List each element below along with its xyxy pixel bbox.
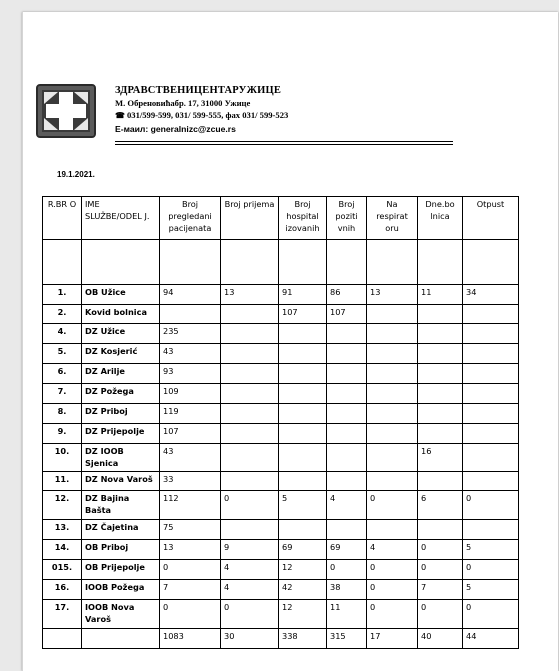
service-name: DZ Arilje bbox=[82, 364, 160, 384]
row-number: 13. bbox=[43, 520, 82, 540]
value-cell bbox=[221, 520, 279, 540]
row-number: 015. bbox=[43, 560, 82, 580]
table-row bbox=[43, 324, 519, 344]
col-header: Broj hospital izovanih bbox=[279, 197, 327, 240]
org-email: Е-маил: generalnizc@zcue.rs bbox=[115, 124, 236, 134]
value-cell bbox=[327, 384, 367, 404]
row-number: 14. bbox=[43, 540, 82, 560]
value-cell bbox=[418, 424, 463, 444]
value-cell bbox=[221, 404, 279, 424]
value-cell: 7 bbox=[418, 580, 463, 600]
value-cell: 93 bbox=[160, 364, 221, 384]
totals-row bbox=[43, 629, 519, 649]
value-cell: 5 bbox=[279, 491, 327, 520]
blank-row bbox=[43, 240, 519, 285]
value-cell: 0 bbox=[418, 560, 463, 580]
value-cell: 69 bbox=[279, 540, 327, 560]
medical-cross-logo bbox=[36, 84, 96, 138]
service-name: Kovid bolnica bbox=[82, 305, 160, 324]
value-cell: 107 bbox=[327, 305, 367, 324]
value-cell: 12 bbox=[279, 560, 327, 580]
value-cell: 4 bbox=[221, 580, 279, 600]
value-cell: 109 bbox=[160, 384, 221, 404]
phone-icon: ☎ bbox=[115, 111, 125, 120]
phone-numbers: 031/599-599, 031/ 599-555, фах 031/ 599-523 bbox=[126, 110, 289, 120]
header-rule-thin bbox=[115, 144, 453, 145]
org-name: ЗДРАВСТВЕНИЦЕНТАРУЖИЦЕ bbox=[115, 85, 282, 96]
value-cell: 86 bbox=[327, 285, 367, 305]
value-cell bbox=[279, 324, 327, 344]
table-row bbox=[43, 305, 519, 324]
value-cell: 0 bbox=[221, 491, 279, 520]
value-cell bbox=[463, 520, 519, 540]
value-cell: 112 bbox=[160, 491, 221, 520]
value-cell: 4 bbox=[221, 560, 279, 580]
col-header: Broj poziti vnih bbox=[327, 197, 367, 240]
value-cell: 0 bbox=[327, 560, 367, 580]
value-cell bbox=[367, 424, 418, 444]
value-cell bbox=[160, 305, 221, 324]
table-row bbox=[43, 520, 519, 540]
value-cell: 107 bbox=[160, 424, 221, 444]
value-cell bbox=[463, 344, 519, 364]
value-cell: 7 bbox=[160, 580, 221, 600]
value-cell bbox=[418, 364, 463, 384]
value-cell: 0 bbox=[160, 600, 221, 629]
value-cell bbox=[221, 424, 279, 444]
value-cell bbox=[221, 344, 279, 364]
value-cell: 107 bbox=[279, 305, 327, 324]
value-cell bbox=[463, 404, 519, 424]
table-row bbox=[43, 540, 519, 560]
value-cell bbox=[463, 424, 519, 444]
table-row bbox=[43, 285, 519, 305]
value-cell bbox=[463, 305, 519, 324]
value-cell: 0 bbox=[463, 491, 519, 520]
value-cell bbox=[221, 364, 279, 384]
value-cell bbox=[463, 364, 519, 384]
table-row bbox=[43, 344, 519, 364]
service-name: DZ Bajina Bašta bbox=[82, 491, 160, 520]
value-cell bbox=[367, 444, 418, 472]
value-cell bbox=[221, 305, 279, 324]
statistics-table bbox=[42, 196, 519, 649]
row-number: 8. bbox=[43, 404, 82, 424]
value-cell: 13 bbox=[221, 285, 279, 305]
value-cell: 4 bbox=[367, 540, 418, 560]
value-cell: 9 bbox=[221, 540, 279, 560]
total-cell bbox=[82, 629, 160, 649]
value-cell: 0 bbox=[367, 560, 418, 580]
service-name: OB Prijepolje bbox=[82, 560, 160, 580]
total-cell: 30 bbox=[221, 629, 279, 649]
value-cell: 12 bbox=[279, 600, 327, 629]
document-page bbox=[22, 12, 558, 671]
value-cell: 6 bbox=[418, 491, 463, 520]
col-header: Dne.bo lnica bbox=[418, 197, 463, 240]
table-header-row bbox=[43, 197, 519, 240]
document-date: 19.1.2021. bbox=[57, 170, 95, 179]
letterhead bbox=[115, 84, 455, 136]
row-number: 16. bbox=[43, 580, 82, 600]
value-cell bbox=[367, 305, 418, 324]
value-cell bbox=[279, 404, 327, 424]
row-number: 17. bbox=[43, 600, 82, 629]
table-row bbox=[43, 404, 519, 424]
row-number: 7. bbox=[43, 384, 82, 404]
value-cell bbox=[463, 384, 519, 404]
value-cell bbox=[418, 520, 463, 540]
value-cell: 11 bbox=[327, 600, 367, 629]
value-cell: 94 bbox=[160, 285, 221, 305]
value-cell bbox=[327, 404, 367, 424]
row-number: 11. bbox=[43, 472, 82, 491]
value-cell bbox=[279, 364, 327, 384]
service-name: OB Užice bbox=[82, 285, 160, 305]
value-cell: 11 bbox=[418, 285, 463, 305]
service-name: DZ Čajetina bbox=[82, 520, 160, 540]
value-cell bbox=[221, 324, 279, 344]
table-row bbox=[43, 444, 519, 472]
value-cell bbox=[367, 344, 418, 364]
value-cell: 5 bbox=[463, 540, 519, 560]
row-number: 2. bbox=[43, 305, 82, 324]
service-name: DZ Kosjerić bbox=[82, 344, 160, 364]
value-cell: 91 bbox=[279, 285, 327, 305]
value-cell bbox=[221, 384, 279, 404]
table-row bbox=[43, 600, 519, 629]
value-cell: 13 bbox=[160, 540, 221, 560]
value-cell: 0 bbox=[418, 540, 463, 560]
value-cell bbox=[279, 384, 327, 404]
header-rule bbox=[115, 141, 453, 142]
value-cell bbox=[327, 324, 367, 344]
value-cell: 0 bbox=[160, 560, 221, 580]
value-cell bbox=[279, 444, 327, 472]
value-cell bbox=[367, 472, 418, 491]
value-cell bbox=[418, 404, 463, 424]
value-cell bbox=[418, 305, 463, 324]
value-cell: 5 bbox=[463, 580, 519, 600]
value-cell: 0 bbox=[463, 560, 519, 580]
value-cell bbox=[367, 404, 418, 424]
value-cell bbox=[221, 472, 279, 491]
service-name: DZ Užice bbox=[82, 324, 160, 344]
total-cell bbox=[43, 629, 82, 649]
value-cell bbox=[279, 520, 327, 540]
value-cell bbox=[418, 384, 463, 404]
value-cell: 43 bbox=[160, 444, 221, 472]
service-name: DZ IOOB Sjenica bbox=[82, 444, 160, 472]
value-cell: 69 bbox=[327, 540, 367, 560]
value-cell bbox=[279, 424, 327, 444]
col-header: Broj pregledani pacijenata bbox=[160, 197, 221, 240]
table-body bbox=[43, 240, 519, 649]
org-address: М. Обреновићабр. 17, 31000 Ужице bbox=[115, 98, 251, 108]
col-header: Broj prijema bbox=[221, 197, 279, 240]
value-cell bbox=[221, 444, 279, 472]
value-cell: 0 bbox=[463, 600, 519, 629]
service-name: OB Priboj bbox=[82, 540, 160, 560]
total-cell: 44 bbox=[463, 629, 519, 649]
row-number: 9. bbox=[43, 424, 82, 444]
value-cell: 0 bbox=[367, 600, 418, 629]
col-header: Na respirat oru bbox=[367, 197, 418, 240]
row-number: 1. bbox=[43, 285, 82, 305]
value-cell: 16 bbox=[418, 444, 463, 472]
value-cell bbox=[327, 364, 367, 384]
value-cell: 75 bbox=[160, 520, 221, 540]
value-cell: 33 bbox=[160, 472, 221, 491]
table-row bbox=[43, 560, 519, 580]
table-row bbox=[43, 472, 519, 491]
table-row bbox=[43, 364, 519, 384]
value-cell: 235 bbox=[160, 324, 221, 344]
row-number: 5. bbox=[43, 344, 82, 364]
value-cell bbox=[418, 324, 463, 344]
value-cell bbox=[463, 472, 519, 491]
value-cell bbox=[367, 520, 418, 540]
total-cell: 338 bbox=[279, 629, 327, 649]
value-cell: 34 bbox=[463, 285, 519, 305]
service-name: DZ Nova Varoš bbox=[82, 472, 160, 491]
col-header: R.BR O bbox=[43, 197, 82, 240]
org-phone bbox=[115, 109, 455, 122]
value-cell: 42 bbox=[279, 580, 327, 600]
value-cell: 119 bbox=[160, 404, 221, 424]
service-name: IOOB Nova Varoš bbox=[82, 600, 160, 629]
value-cell: 0 bbox=[418, 600, 463, 629]
total-cell: 315 bbox=[327, 629, 367, 649]
value-cell: 0 bbox=[367, 491, 418, 520]
value-cell: 0 bbox=[367, 580, 418, 600]
value-cell: 38 bbox=[327, 580, 367, 600]
row-number: 12. bbox=[43, 491, 82, 520]
value-cell bbox=[279, 344, 327, 364]
value-cell bbox=[327, 444, 367, 472]
value-cell bbox=[327, 424, 367, 444]
col-header: IME SLUŽBE/ODEL J. bbox=[82, 197, 160, 240]
table-row bbox=[43, 424, 519, 444]
value-cell bbox=[327, 472, 367, 491]
row-number: 4. bbox=[43, 324, 82, 344]
service-name: DZ Požega bbox=[82, 384, 160, 404]
value-cell bbox=[279, 472, 327, 491]
row-number: 6. bbox=[43, 364, 82, 384]
value-cell bbox=[418, 472, 463, 491]
value-cell bbox=[367, 364, 418, 384]
value-cell bbox=[327, 344, 367, 364]
value-cell: 13 bbox=[367, 285, 418, 305]
row-number: 10. bbox=[43, 444, 82, 472]
table-row bbox=[43, 491, 519, 520]
table-row bbox=[43, 384, 519, 404]
service-name: DZ Priboj bbox=[82, 404, 160, 424]
value-cell bbox=[367, 384, 418, 404]
value-cell: 0 bbox=[221, 600, 279, 629]
value-cell bbox=[463, 324, 519, 344]
value-cell bbox=[327, 520, 367, 540]
total-cell: 40 bbox=[418, 629, 463, 649]
table-row bbox=[43, 580, 519, 600]
service-name: DZ Prijepolje bbox=[82, 424, 160, 444]
total-cell: 17 bbox=[367, 629, 418, 649]
value-cell: 43 bbox=[160, 344, 221, 364]
service-name: IOOB Požega bbox=[82, 580, 160, 600]
value-cell: 4 bbox=[327, 491, 367, 520]
value-cell bbox=[418, 344, 463, 364]
value-cell bbox=[463, 444, 519, 472]
total-cell: 1083 bbox=[160, 629, 221, 649]
col-header: Otpust bbox=[463, 197, 519, 240]
value-cell bbox=[367, 324, 418, 344]
